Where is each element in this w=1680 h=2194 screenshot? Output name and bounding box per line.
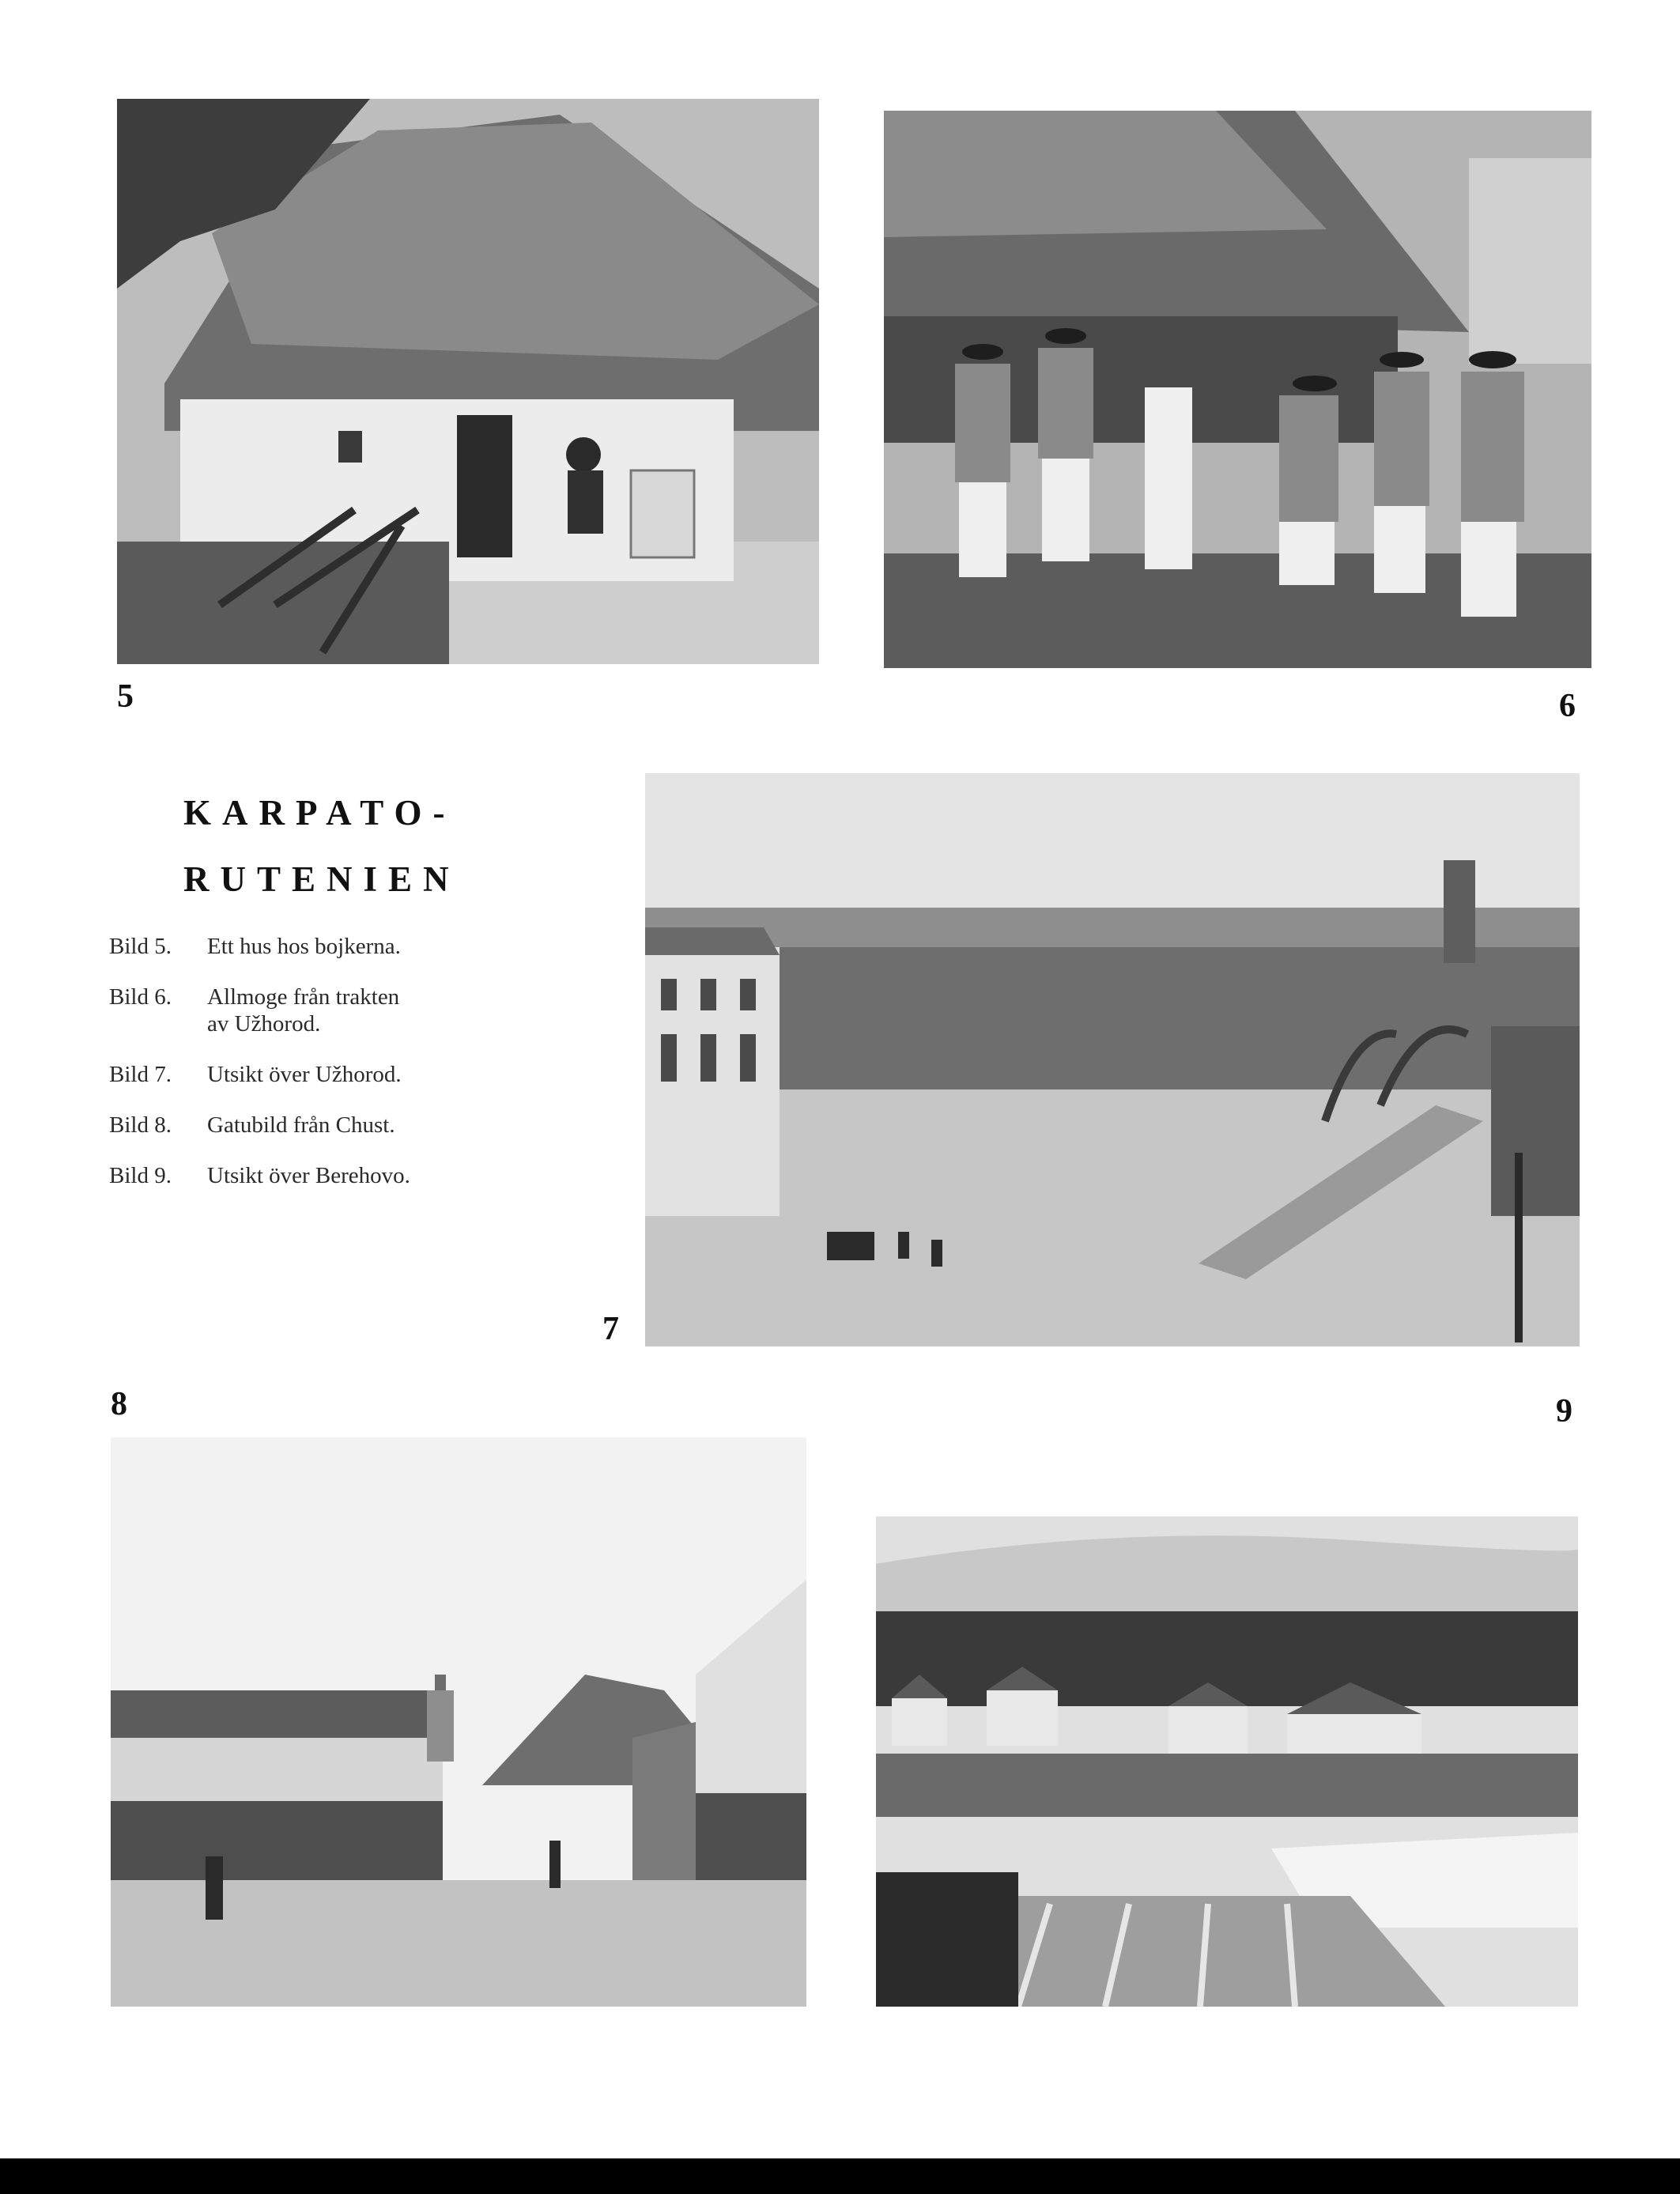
- photo-number-7: 7: [602, 1311, 619, 1347]
- photo-number-8: 8: [111, 1386, 127, 1422]
- page-title-line-1: KARPATO-: [183, 793, 456, 833]
- caption-bild-8: [109, 1112, 520, 1139]
- caption-bild-5: [109, 933, 520, 960]
- caption-text: Utsikt över Užhorod.: [207, 1062, 402, 1087]
- photo-7-uzhorod-view: [645, 773, 1580, 1346]
- photo-8-chust-street: [111, 1437, 806, 2007]
- caption-text: Allmoge från trakten av Užhorod.: [207, 984, 400, 1037]
- caption-label: Bild 9.: [109, 1163, 172, 1188]
- caption-bild-9: [109, 1162, 520, 1189]
- photo-9-berehovo-view: [876, 1516, 1578, 2007]
- caption-bild-6: [109, 984, 520, 1037]
- caption-label: Bild 8.: [109, 1112, 172, 1138]
- photo-number-5: 5: [117, 678, 134, 715]
- page-edge-band: [0, 2158, 1680, 2194]
- caption-label: Bild 7.: [109, 1062, 172, 1087]
- caption-text: Gatubild från Chust.: [207, 1112, 395, 1138]
- caption-bild-7: [109, 1061, 520, 1088]
- caption-text: Utsikt över Berehovo.: [207, 1163, 410, 1188]
- caption-label: Bild 6.: [109, 984, 172, 1010]
- caption-label: Bild 5.: [109, 934, 172, 959]
- caption-list: [109, 933, 520, 1213]
- page-title-line-2: RUTENIEN: [183, 859, 460, 899]
- photo-6-peasants: [884, 111, 1591, 668]
- photo-number-6: 6: [1559, 688, 1576, 724]
- photo-number-9: 9: [1556, 1393, 1572, 1429]
- caption-text: Ett hus hos bojkerna.: [207, 934, 401, 959]
- photo-5-thatched-house: [117, 99, 819, 664]
